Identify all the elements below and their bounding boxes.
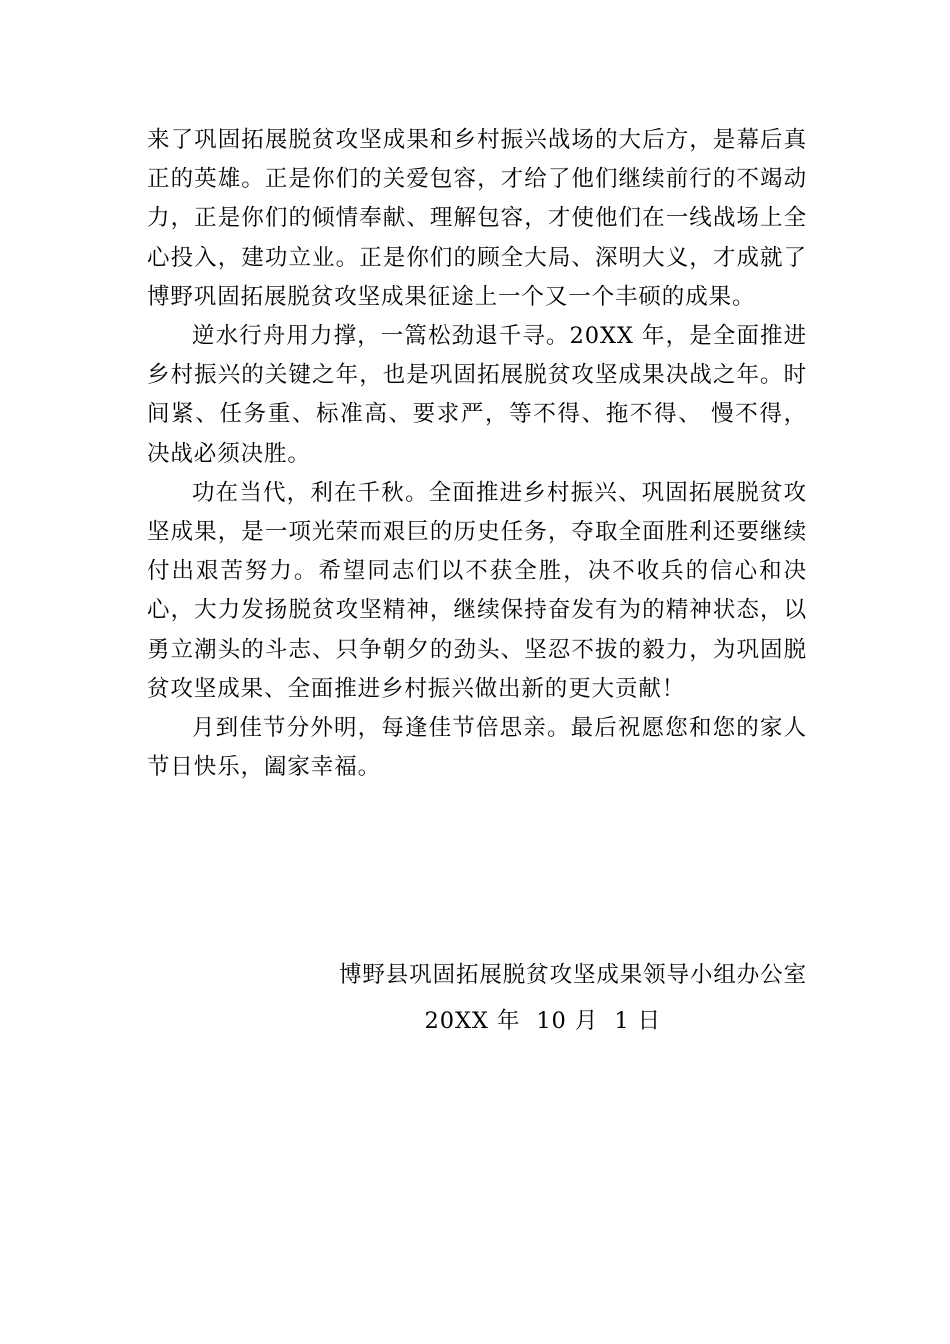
- paragraph-3: 功在当代，利在千秋。全面推进乡村振兴、巩固拓展脱贫攻坚成果，是一项光荣而艰巨的历史任务，夺取全面胜利还要继续付出艰苦努力。希望同志们以不获全胜，决不收兵的信心和决心，大力发扬脱贫攻坚精神，继续保持奋发有为的精神状态，以勇立潮头的斗志、只争朝夕的劲头、坚忍不拔的毅力，为巩固脱贫攻坚成果、全面推进乡村振兴做出新的更大贡献！: [147, 479, 807, 702]
- signature-block: [247, 952, 807, 1044]
- document-body: [147, 121, 807, 787]
- paragraph-2: 逆水行舟用力撑，一篙松劲退千寻。20XX 年，是全面推进乡村振兴的关键之年，也是巩固拓展脱贫攻坚成果决战之年。时间紧、任务重、标准高、要求严，等不得、拖不得、 慢不得，决战必须决胜。: [147, 323, 807, 467]
- signature-organization: 博野县巩固拓展脱贫攻坚成果领导小组办公室: [338, 962, 807, 988]
- signature-date: 20XX 年 10 月 1 日: [424, 1008, 661, 1034]
- paragraph-1: 来了巩固拓展脱贫攻坚成果和乡村振兴战场的大后方，是幕后真正的英雄。正是你们的关爱包容，才给了他们继续前行的不竭动力，正是你们的倾情奉献、理解包容，才使他们在一线战场上全心投入，建功立业。正是你们的顾全大局、深明大义，才成就了博野巩固拓展脱贫攻坚成果征途上一个又一个丰硕的成果。: [147, 127, 807, 310]
- paragraph-4: 月到佳节分外明，每逢佳节倍思亲。最后祝愿您和您的家人节日快乐，阖家幸福。: [147, 715, 807, 781]
